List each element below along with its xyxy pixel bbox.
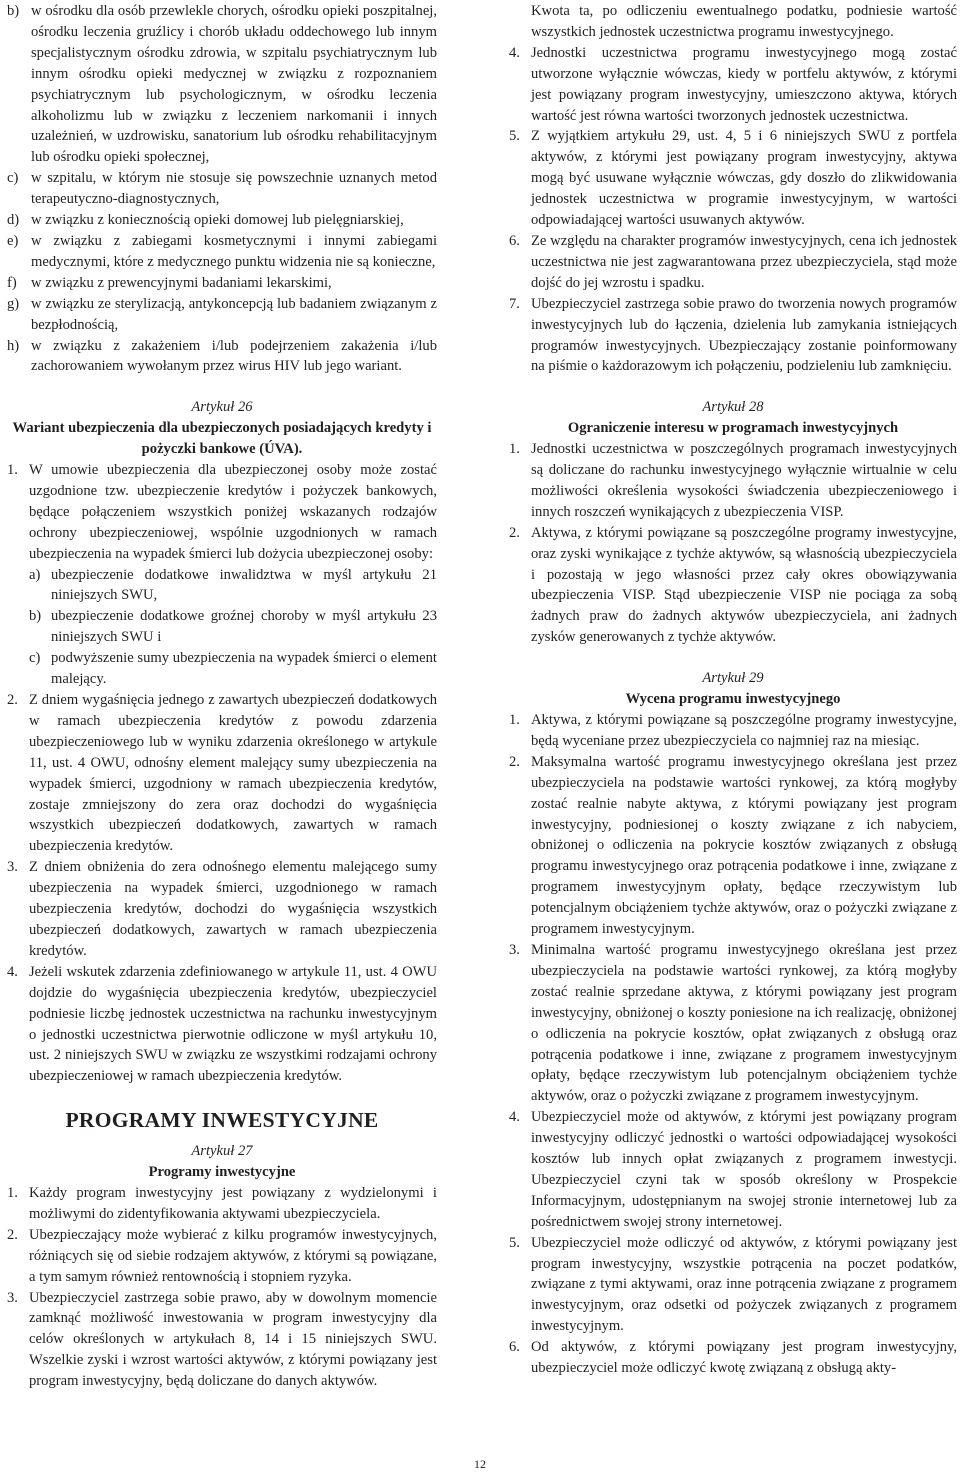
- numbered-paragraph: [7, 1183, 437, 1225]
- page-number: 12: [474, 1457, 486, 1471]
- list-text: ubezpieczenie dodatkowe groźnej choroby w myśl artykułu 23 niniejszych SWU i: [51, 608, 437, 646]
- numbered-paragraph: [509, 43, 957, 127]
- list-text: w szpitalu, w którym nie stosuje się powszechnie uznanych metod terapeutyczno-diagnostycznych,: [31, 170, 437, 208]
- numbered-paragraph: [509, 1233, 957, 1338]
- numbered-paragraph: [509, 294, 957, 378]
- list-item: [7, 273, 437, 294]
- paragraph-number: 2.: [7, 1226, 18, 1243]
- list-item: [7, 168, 437, 210]
- paragraph-text: Aktywa, z którymi powiązane są poszczególne programy inwestycyjne, oraz zyski wynikające z tychże aktywów, są własnością ubezpieczyciela i pozostają w jego własności przez cały okres obowiązywania ubezpieczenia VISP. Stąd ubezpieczenie VISP nie pociąga za sobą żadnych praw do żadnych aktywów ubezpieczyciela, ani żadnych zysków generowanych z tychże aktywów.: [531, 524, 957, 646]
- article-28-title: Ograniczenie interesu w programach inwestycyjnych: [567, 420, 899, 437]
- section-heading: PROGRAMY INWESTYCYJNE: [65, 1108, 379, 1133]
- list-text: w związku z prewencyjnymi badaniami lekarskimi,: [31, 274, 332, 291]
- article-26-paragraphs: [7, 460, 437, 1087]
- list-item: [7, 231, 437, 273]
- list-text: w związku ze sterylizacją, antykoncepcją lub badaniem związanym z bezpłodnością,: [31, 295, 437, 333]
- paragraph-number: 6.: [509, 232, 520, 249]
- paragraph-number: 2.: [509, 753, 520, 770]
- article-29-label: Artykuł 29: [702, 670, 764, 687]
- paragraph-text: Jednostki uczestnictwa w poszczególnych programach inwestycyjnych są doliczane do rachunku inwestycyjnego wyłącznie wirtualnie w celu możliwości określenia wysokości świadczenia ubezpieczeniowego i innych roszczeń wynikających z ubezpieczenia VISP.: [531, 441, 957, 520]
- paragraph-number: 1.: [7, 1185, 18, 1202]
- list-item: [7, 210, 437, 231]
- numbered-paragraph: [7, 690, 437, 857]
- numbered-paragraph: [7, 1225, 437, 1288]
- paragraph-number: 1.: [509, 712, 520, 728]
- paragraph-number: 6.: [509, 1339, 520, 1356]
- list-marker: c): [29, 650, 41, 667]
- paragraph-number: 5.: [509, 1234, 520, 1251]
- left-column: [7, 1, 437, 1392]
- numbered-paragraph: [7, 857, 437, 962]
- list-text: w związku z zakażeniem i/lub podejrzeniem zakażenia i/lub zachorowaniem wywołanym przez wirus HIV lub jego wariant.: [31, 337, 437, 375]
- numbered-paragraph: [509, 710, 957, 752]
- list-marker: b): [7, 3, 20, 19]
- paragraph-number: 3.: [509, 941, 520, 958]
- list-text: podwyższenie sumy ubezpieczenia na wypadek śmierci o element malejący.: [51, 650, 437, 688]
- list-text: w związku z zabiegami kosmetycznymi i innymi zabiegami medycznymi, które z medycznego punktu widzenia nie są konieczne,: [31, 232, 437, 270]
- paragraph-text: Maksymalna wartość programu inwestycyjnego określana jest przez ubezpieczyciela na podstawie wartości rynkowej, za którą mogłyby zostać realnie nabyte aktywa, z którymi powiązany jest program inwestycyjny, podniesionej o koszty związane z ich nabyciem, obniżonej o odliczenia na pokrycie kosztów związanych z obsługą programu inwestycyjnego oraz potrącenia podatkowe i inne, związane z programem inwestycyjnym opłaty, będące rzeczywistym lub potencjalnym obciążeniem tychże aktywów, oraz o pożyczki związane z programem inwestycyjnym.: [531, 753, 957, 938]
- paragraph-text: Minimalna wartość programu inwestycyjnego określana jest przez ubezpieczyciela na podstawie wartości rynkowej, za którą mogłyby zostać realnie sprzedane aktywa, z którymi powiązany jest program inwestycyjny, obniżonej o koszty poniesione na ich realizację, obniżonej o odliczenia na pokrycie kosztów, opłat związanych z obsługą oraz potrącenia podatkowe i inne, związane z programem inwestycyjnym opłaty, będące rzeczywistym lub potencjalnym obciążeniem tychże aktywów, oraz o pożyczki związane z programem inwestycyjnym.: [531, 941, 957, 1105]
- paragraph-number: 3.: [7, 859, 18, 876]
- list-marker: g): [7, 295, 20, 312]
- article-27-title: Programy inwestycyjne: [148, 1164, 296, 1181]
- paragraph-number: 1.: [509, 441, 520, 458]
- list-marker: c): [7, 170, 19, 187]
- article-27-paragraphs: [7, 1183, 437, 1392]
- paragraph-text: Ubezpieczyciel zastrzega sobie prawo do tworzenia nowych programów inwestycyjnych lub do łączenia, dzielenia lub zamykania istniejących programów inwestycyjnych. Ubezpieczający zostanie poinformowany na piśmie o każdorazowym ich połączeniu, podzieleniu lub zamknięciu.: [531, 295, 957, 375]
- paragraph-text: Od aktywów, z którymi powiązany jest program inwestycyjny, ubezpieczyciel może odliczyć kwotę związaną z obsługą akty-: [531, 1339, 957, 1377]
- list-item: [29, 565, 437, 607]
- list-marker: d): [7, 212, 20, 229]
- article-28-paragraphs: [509, 439, 957, 648]
- list-item: [7, 1, 437, 168]
- paragraph-number: 5.: [509, 128, 520, 145]
- list-item: [29, 648, 437, 690]
- paragraph-text: Ubezpieczyciel może od aktywów, z którymi jest powiązany program inwestycyjny odliczyć jednostki o wartości odpowiadającej wysokości kosztów lub innych opłat związanych z programem inwestycji. Ubezpieczyciel czyni tak w sposób określony w Prospekcie Informacyjnym, udostępnianym na swojej stronie internetowej lub za pośrednictwem swojej strony internetowej.: [531, 1109, 957, 1230]
- list-marker: b): [29, 608, 42, 625]
- paragraph-text: Jednostki uczestnictwa programu inwestycyjnego mogą zostać utworzone wyłącznie wówczas, kiedy w portfelu aktywów, z którymi jest powiązany program inwestycyjny, umieszczono aktywa, których wartość jest równa wartości tworzonych jednostek uczestnictwa.: [531, 44, 957, 124]
- numbered-paragraph: [7, 962, 437, 1087]
- list-text: w związku z koniecznością opieki domowej lub pielęgniarskiej,: [31, 212, 404, 229]
- paragraph-text: Z dniem wygaśnięcia jednego z zawartych ubezpieczeń dodatkowych w ramach ubezpieczenia kredytów z powodu zdarzenia ubezpieczeniowego lub w wyniku zdarzenia określonego w artykule 11, ust. 4 OWU, odnośny element malejący sumy ubezpieczenia na wypadek śmierci, uzgodniony w ramach ubezpieczenia kredytów, zostaje zmniejszony do zera oraz dochodzi do wygaśnięcia wszystkich ubezpieczeń dodatkowych, zawartych w ramach ubezpieczenia kredytów.: [29, 692, 437, 855]
- paragraph-number: 4.: [509, 44, 520, 61]
- numbered-paragraph: [7, 460, 437, 565]
- paragraph-text: Ubezpieczający może wybierać z kilku programów inwestycyjnych, różniących się od siebie rodzajem aktywów, z którymi są powiązane, a tym samym również rentownością i stopniem ryzyka.: [29, 1226, 437, 1285]
- numbered-paragraph: [509, 1337, 957, 1379]
- article-27-label: Artykuł 27: [191, 1143, 253, 1160]
- paragraph-number: 2.: [7, 692, 18, 708]
- paragraph-text: Ubezpieczyciel zastrzega sobie prawo, aby w dowolnym momencie zamknąć możliwość inwestowania w program inwestycyjny dla celów określonych w artykułach 8, 14 i 15 niniejszych SWU. Wszelkie zyski i wzrost wartości aktywów, z którymi powiązany jest program inwestycyjny, będą doliczane do danych aktywów.: [29, 1289, 437, 1390]
- numbered-paragraph: [509, 940, 957, 1107]
- paragraph-text: W umowie ubezpieczenia dla ubezpieczonej osoby może zostać uzgodnione tzw. ubezpieczenie kredytów i pożyczek bankowych, będące połączeniem wszystkich poniżej wskazanych rodzajów ochrony ubezpieczeniowej, wspólnie uzgodnionych w ramach ubezpieczenia na wypadek śmierci lub dożycia ubezpieczonej osoby:: [29, 462, 437, 562]
- numbered-paragraph: [7, 1288, 437, 1393]
- list-item: [7, 336, 437, 378]
- paragraph-number: 2.: [509, 524, 520, 541]
- article-27-continued: [509, 43, 957, 378]
- paragraph-text: Z dniem obniżenia do zera odnośnego elementu malejącego sumy ubezpieczenia na wypadek śmierci, uzgodnionego w ramach ubezpieczenia kredytów, dochodzi do wygaśnięcia wszystkich ubezpieczeń dodatkowych, zawartych w ramach ubezpieczenia kredytów.: [29, 859, 437, 959]
- article-26-title: Wariant ubezpieczenia dla ubezpieczonych posiadających kredyty i pożyczki bankowe (ÚVA).: [12, 420, 432, 458]
- article-26-label: Artykuł 26: [191, 399, 253, 416]
- article-28-label: Artykuł 28: [702, 399, 764, 416]
- list-text: w ośrodku dla osób przewlekle chorych, ośrodku opieki poszpitalnej, ośrodku leczenia gruźlicy i chorób układu oddechowego lub innym specjalistycznym ośrodku zdrowia, w szpitalu psychiatrycznym lub innym ośrodku opieki medycznej w związku z rozpoznaniem psychiatrycznym lub psychologicznym, w ośrodku leczenia alkoholizmu lub w związku z leczeniem narkomanii i innych uzależnień, w uzdrowisku, sanatorium lub ośrodku rehabilitacyjnym lub ośrodku opieki społecznej,: [31, 3, 437, 166]
- paragraph-number: 3.: [7, 1289, 18, 1306]
- list-marker: e): [7, 232, 19, 249]
- paragraph-text: Aktywa, z którymi powiązane są poszczególne programy inwestycyjne, będą wyceniane przez ubezpieczyciela co najmniej raz na miesiąc.: [531, 712, 957, 749]
- numbered-paragraph: [509, 523, 957, 648]
- article-26-sublist: [7, 565, 437, 690]
- paragraph-text: Każdy program inwestycyjny jest powiązany z wydzielonymi i możliwymi do zidentyfikowania aktywami ubezpieczyciela.: [29, 1185, 437, 1222]
- paragraph-text: Ze względu na charakter programów inwestycyjnych, cena ich jednostek uczestnictwa nie jest zagwarantowana przez ubezpieczyciela, stąd może dojść do jej wzrostu i spadku.: [531, 232, 957, 291]
- numbered-paragraph: [509, 439, 957, 523]
- paragraph-number: 4.: [7, 963, 18, 980]
- paragraph-number: 7.: [509, 295, 520, 312]
- paragraph-text: Z wyjątkiem artykułu 29, ust. 4, 5 i 6 niniejszych SWU z portfela aktywów, z którymi jest powiązany program inwestycyjny, aktywa mogą być usuwane wyłącznie wówczas, gdy doszło do zlikwidowania jednostek uczestnictwa w programie inwestycyjnym, w wartości odpowiadającej wartości usuwanych aktywów.: [531, 128, 957, 229]
- list-marker: h): [7, 337, 20, 354]
- paragraph-number: 4.: [509, 1109, 520, 1126]
- paragraph-number: 1.: [7, 462, 18, 479]
- numbered-paragraph: [509, 1107, 957, 1232]
- paragraph-text: Jeżeli wskutek zdarzenia zdefiniowanego w artykule 11, ust. 4 OWU dojdzie do wygaśnięcia ubezpieczenia kredytów, ubezpieczyciel podniesie liczbę jednostek uczestnictwa na rachunku inwestycyjnym o jednostki uczestnictwa pierwotnie odliczone w myśl artykułu 10, ust. 2 niniejszych SWU w związku ze wszystkimi rodzajami ochrony ubezpieczeniowej w ramach ubezpieczenia kredytów.: [29, 963, 437, 1085]
- continued-paragraph: Kwota ta, po odliczeniu ewentualnego podatku, podniesie wartość wszystkich jednostek uczestnictwa programu inwestycyjnego.: [531, 3, 957, 40]
- article-29-title: Wycena programu inwestycyjnego: [625, 691, 841, 708]
- list-marker: a): [29, 566, 41, 583]
- list-text: ubezpieczenie dodatkowe inwalidztwa w myśl artykułu 21 niniejszych SWU,: [51, 566, 437, 604]
- right-column: [509, 1, 957, 1379]
- numbered-paragraph: [509, 231, 957, 294]
- paragraph-text: Ubezpieczyciel może odliczyć od aktywów, z którymi powiązany jest program inwestycyjny, wszystkie potrącenia na poczet podatków, związane z tymi aktywami, oraz inne potrącenia związane z programem inwestycyjnym, oraz odsetki od pożyczek związanych z programem inwestycyjnym.: [531, 1234, 957, 1335]
- list-item: [7, 294, 437, 336]
- numbered-paragraph: [509, 126, 957, 231]
- list-item: [29, 606, 437, 648]
- exclusions-list: [7, 1, 437, 377]
- article-29-paragraphs: [509, 710, 957, 1379]
- numbered-paragraph: [509, 752, 957, 940]
- list-marker: f): [7, 274, 17, 291]
